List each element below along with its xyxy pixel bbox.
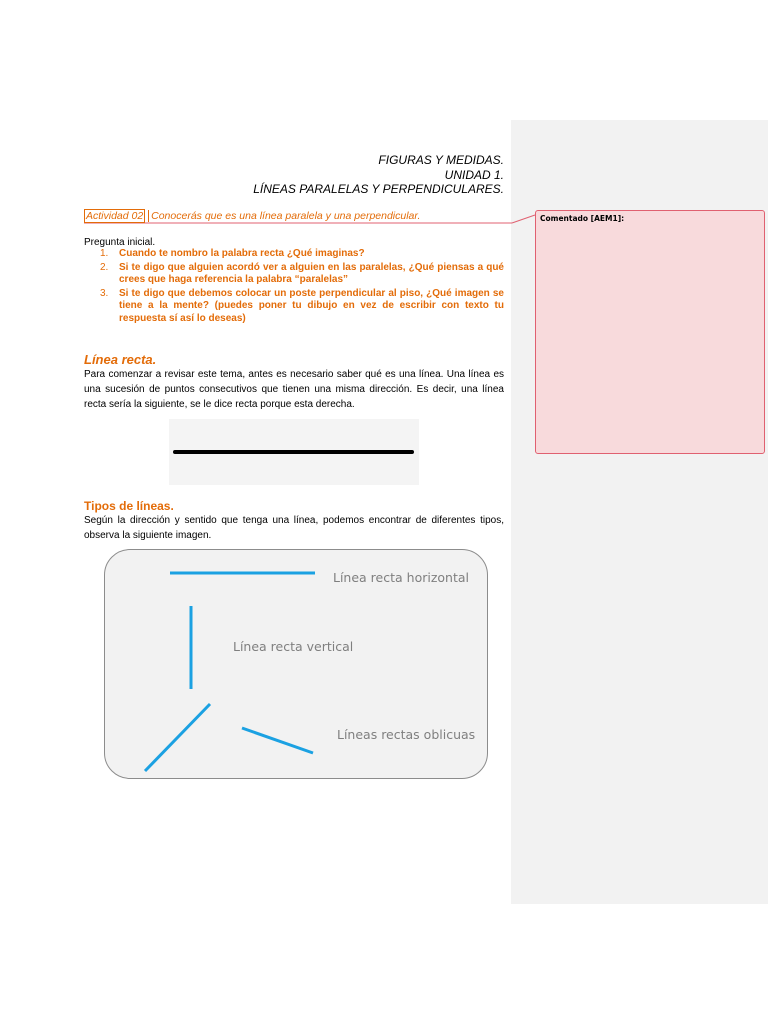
straight-line xyxy=(173,450,414,454)
list-item xyxy=(84,288,504,326)
oblique-lines-label: Líneas rectas oblicuas xyxy=(337,727,476,742)
list-item-number: 2. xyxy=(100,261,109,273)
list-item-text: Si te digo que debemos colocar un poste perpendicular al piso, ¿Qué imagen se tiene a la mente? (puedes poner tu dibujo en vez de escribir con texto tu respuesta sí así lo deseas) xyxy=(119,287,504,324)
vertical-line-label: Línea recta vertical xyxy=(233,639,354,654)
list-item xyxy=(84,248,504,261)
header-subject: FIGURAS Y MEDIDAS. xyxy=(378,153,504,167)
straight-line-figure xyxy=(169,419,419,485)
oblique-line-2 xyxy=(242,728,313,753)
activity-title: Conocerás que es una línea paralela y una perpendicular. xyxy=(148,210,420,222)
header-unit: UNIDAD 1. xyxy=(444,167,504,182)
oblique-line-1 xyxy=(145,704,210,771)
horizontal-line-label: Línea recta horizontal xyxy=(333,570,469,585)
activity-heading xyxy=(84,210,504,222)
list-item-number: 3. xyxy=(100,287,109,299)
line-types-figure xyxy=(104,549,488,779)
section-body-linea-recta: Para comenzar a revisar este tema, antes es necesario saber qué es una línea. Una línea es una sucesión de puntos consecutivos que tienen una misma dirección. Es decir, una línea recta sería la siguiente, se le dice recta porque esta derecha. xyxy=(84,369,504,410)
list-item-number: 1. xyxy=(100,248,109,259)
document-header xyxy=(253,153,504,197)
activity-tag: Actividad 02 xyxy=(86,210,144,222)
header-topic: LÍNEAS PARALELAS Y PERPENDICULARES. xyxy=(253,182,504,196)
list-item xyxy=(84,262,504,287)
list-item-text: Si te digo que alguien acordó ver a alguien en las paralelas, ¿Qué piensas a qué crees que haga referencia la palabra “paralelas” xyxy=(119,261,504,286)
section-title-tipos: Tipos de líneas. xyxy=(84,499,174,513)
comment-label: Comentado [AEM1]: xyxy=(540,214,625,223)
section-body-tipos: Según la dirección y sentido que tenga una línea, podemos encontrar de diferentes tipos, observa la siguiente imagen. xyxy=(84,515,504,541)
comment-balloon[interactable] xyxy=(535,210,765,454)
question-list xyxy=(84,248,504,327)
section-title-linea-recta: Línea recta. xyxy=(84,352,157,367)
intro-question-label: Pregunta inicial. xyxy=(84,237,156,248)
list-item-text: Cuando te nombro la palabra recta ¿Qué imaginas? xyxy=(119,248,365,259)
